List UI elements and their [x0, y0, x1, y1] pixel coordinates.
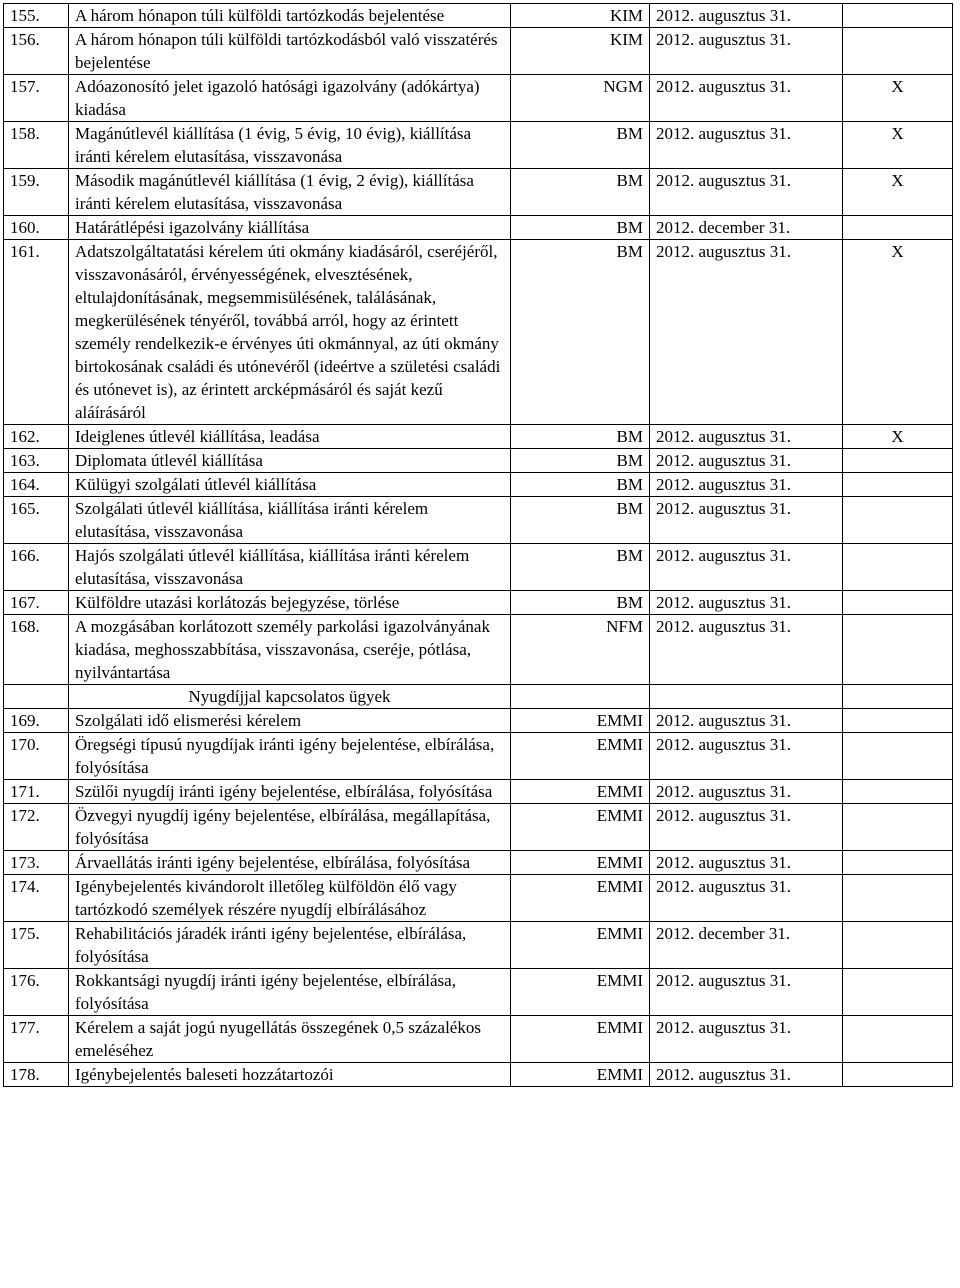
- service-name: Második magánútlevél kiállítása (1 évig, 2 évig), kiállítása iránti kérelem elutasítása, visszavonása: [69, 169, 511, 216]
- deadline-date: 2012. augusztus 31.: [650, 497, 843, 544]
- deadline-date: 2012. augusztus 31.: [650, 851, 843, 875]
- table-row: [4, 780, 953, 804]
- agency-code: NGM: [511, 75, 650, 122]
- agency-code: EMMI: [511, 969, 650, 1016]
- row-number: 170.: [4, 733, 69, 780]
- row-number: 169.: [4, 709, 69, 733]
- agency-code: [511, 685, 650, 709]
- mark-cell: X: [843, 169, 953, 216]
- agency-code: EMMI: [511, 733, 650, 780]
- service-name: Öregségi típusú nyugdíjak iránti igény bejelentése, elbírálása, folyósítása: [69, 733, 511, 780]
- table-row: [4, 544, 953, 591]
- service-name: Szülői nyugdíj iránti igény bejelentése, elbírálása, folyósítása: [69, 780, 511, 804]
- service-name: A három hónapon túli külföldi tartózkodásból való visszatérés bejelentése: [69, 28, 511, 75]
- row-number: 176.: [4, 969, 69, 1016]
- mark-cell: [843, 922, 953, 969]
- table-row: [4, 922, 953, 969]
- table-body: [4, 4, 953, 1087]
- service-name: Özvegyi nyugdíj igény bejelentése, elbírálása, megállapítása, folyósítása: [69, 804, 511, 851]
- row-number: 171.: [4, 780, 69, 804]
- service-name: Diplomata útlevél kiállítása: [69, 449, 511, 473]
- agency-code: EMMI: [511, 875, 650, 922]
- deadline-date: 2012. augusztus 31.: [650, 1063, 843, 1087]
- table-row: [4, 709, 953, 733]
- table-row: [4, 733, 953, 780]
- mark-cell: [843, 1016, 953, 1063]
- table-row: [4, 240, 953, 425]
- row-number: 178.: [4, 1063, 69, 1087]
- deadline-date: 2012. augusztus 31.: [650, 969, 843, 1016]
- mark-cell: [843, 216, 953, 240]
- mark-cell: [843, 969, 953, 1016]
- table-row: [4, 497, 953, 544]
- row-number: 163.: [4, 449, 69, 473]
- table-row: [4, 216, 953, 240]
- service-name: Külügyi szolgálati útlevél kiállítása: [69, 473, 511, 497]
- service-name: Kérelem a saját jogú nyugellátás összegének 0,5 százalékos emeléséhez: [69, 1016, 511, 1063]
- deadline-date: 2012. december 31.: [650, 922, 843, 969]
- agency-code: BM: [511, 425, 650, 449]
- agency-code: EMMI: [511, 804, 650, 851]
- row-number: 156.: [4, 28, 69, 75]
- agency-code: EMMI: [511, 922, 650, 969]
- agency-code: EMMI: [511, 1016, 650, 1063]
- agency-code: BM: [511, 591, 650, 615]
- row-number: 158.: [4, 122, 69, 169]
- table-row: [4, 969, 953, 1016]
- services-table: [3, 3, 953, 1087]
- agency-code: KIM: [511, 28, 650, 75]
- table-row: [4, 449, 953, 473]
- agency-code: BM: [511, 122, 650, 169]
- row-number: 157.: [4, 75, 69, 122]
- mark-cell: [843, 1063, 953, 1087]
- service-name: Rokkantsági nyugdíj iránti igény bejelentése, elbírálása, folyósítása: [69, 969, 511, 1016]
- row-number: 162.: [4, 425, 69, 449]
- deadline-date: 2012. augusztus 31.: [650, 449, 843, 473]
- mark-cell: [843, 804, 953, 851]
- table-row: [4, 425, 953, 449]
- deadline-date: 2012. augusztus 31.: [650, 75, 843, 122]
- table-row: [4, 122, 953, 169]
- deadline-date: 2012. augusztus 31.: [650, 240, 843, 425]
- deadline-date: 2012. augusztus 31.: [650, 473, 843, 497]
- service-name: Árvaellátás iránti igény bejelentése, elbírálása, folyósítása: [69, 851, 511, 875]
- service-name: Szolgálati útlevél kiállítása, kiállítása iránti kérelem elutasítása, visszavonása: [69, 497, 511, 544]
- mark-cell: [843, 875, 953, 922]
- mark-cell: X: [843, 240, 953, 425]
- deadline-date: 2012. augusztus 31.: [650, 780, 843, 804]
- service-name: Határátlépési igazolvány kiállítása: [69, 216, 511, 240]
- deadline-date: 2012. augusztus 31.: [650, 425, 843, 449]
- service-name: Külföldre utazási korlátozás bejegyzése, törlése: [69, 591, 511, 615]
- table-row: [4, 875, 953, 922]
- agency-code: BM: [511, 497, 650, 544]
- row-number: 166.: [4, 544, 69, 591]
- row-number: 172.: [4, 804, 69, 851]
- agency-code: KIM: [511, 4, 650, 28]
- table-row: [4, 75, 953, 122]
- mark-cell: [843, 544, 953, 591]
- table-row: [4, 4, 953, 28]
- agency-code: EMMI: [511, 780, 650, 804]
- mark-cell: [843, 685, 953, 709]
- service-name: Ideiglenes útlevél kiállítása, leadása: [69, 425, 511, 449]
- service-name: A mozgásában korlátozott személy parkolási igazolványának kiadása, meghosszabbítása, visszavonása, cseréje, pótlása, nyilvántartása: [69, 615, 511, 685]
- service-name: Nyugdíjjal kapcsolatos ügyek: [69, 685, 511, 709]
- row-number: 161.: [4, 240, 69, 425]
- row-number: 165.: [4, 497, 69, 544]
- row-number: 159.: [4, 169, 69, 216]
- row-number: 164.: [4, 473, 69, 497]
- mark-cell: [843, 615, 953, 685]
- service-name: Hajós szolgálati útlevél kiállítása, kiállítása iránti kérelem elutasítása, visszavonása: [69, 544, 511, 591]
- mark-cell: X: [843, 425, 953, 449]
- deadline-date: 2012. december 31.: [650, 216, 843, 240]
- service-name: Igénybejelentés kivándorolt illetőleg külföldön élő vagy tartózkodó személyek részére nyugdíj elbírálásához: [69, 875, 511, 922]
- mark-cell: [843, 851, 953, 875]
- deadline-date: 2012. augusztus 31.: [650, 591, 843, 615]
- deadline-date: 2012. augusztus 31.: [650, 875, 843, 922]
- service-name: Szolgálati idő elismerési kérelem: [69, 709, 511, 733]
- row-number: 160.: [4, 216, 69, 240]
- mark-cell: [843, 4, 953, 28]
- mark-cell: X: [843, 75, 953, 122]
- mark-cell: [843, 591, 953, 615]
- deadline-date: 2012. augusztus 31.: [650, 169, 843, 216]
- agency-code: BM: [511, 544, 650, 591]
- table-row: [4, 1016, 953, 1063]
- row-number: 174.: [4, 875, 69, 922]
- table-row: [4, 473, 953, 497]
- agency-code: EMMI: [511, 1063, 650, 1087]
- mark-cell: [843, 449, 953, 473]
- row-number: 177.: [4, 1016, 69, 1063]
- agency-code: EMMI: [511, 851, 650, 875]
- deadline-date: 2012. augusztus 31.: [650, 544, 843, 591]
- service-name: Adatszolgáltatatási kérelem úti okmány kiadásáról, cseréjéről, visszavonásáról, érvényességének, elvesztésének, eltulajdonításának, megsemmisülésének, találásának, megkerülésének tényéről, továbbá arról, hogy az érintett személy rendelkezik-e érvényes úti okmánnyal, az úti okmány birtokosának családi és utónevéről (ideértve a születési családi és utónevet is), az érintett arcképmásáról és saját kezű aláírásáról: [69, 240, 511, 425]
- deadline-date: 2012. augusztus 31.: [650, 733, 843, 780]
- agency-code: EMMI: [511, 709, 650, 733]
- table-row: [4, 28, 953, 75]
- agency-code: BM: [511, 169, 650, 216]
- deadline-date: 2012. augusztus 31.: [650, 4, 843, 28]
- deadline-date: 2012. augusztus 31.: [650, 709, 843, 733]
- table-row: [4, 615, 953, 685]
- deadline-date: 2012. augusztus 31.: [650, 28, 843, 75]
- table-row: [4, 1063, 953, 1087]
- service-name: Igénybejelentés baleseti hozzátartozói: [69, 1063, 511, 1087]
- table-row: [4, 591, 953, 615]
- service-name: Rehabilitációs járadék iránti igény bejelentése, elbírálása, folyósítása: [69, 922, 511, 969]
- mark-cell: [843, 473, 953, 497]
- table-row: [4, 169, 953, 216]
- mark-cell: X: [843, 122, 953, 169]
- agency-code: BM: [511, 449, 650, 473]
- service-name: Adóazonosító jelet igazoló hatósági igazolvány (adókártya) kiadása: [69, 75, 511, 122]
- table-row: [4, 804, 953, 851]
- table-row: [4, 851, 953, 875]
- row-number: 175.: [4, 922, 69, 969]
- mark-cell: [843, 780, 953, 804]
- row-number: 168.: [4, 615, 69, 685]
- row-number: 167.: [4, 591, 69, 615]
- deadline-date: 2012. augusztus 31.: [650, 615, 843, 685]
- mark-cell: [843, 733, 953, 780]
- mark-cell: [843, 709, 953, 733]
- agency-code: NFM: [511, 615, 650, 685]
- deadline-date: 2012. augusztus 31.: [650, 804, 843, 851]
- service-name: A három hónapon túli külföldi tartózkodás bejelentése: [69, 4, 511, 28]
- deadline-date: [650, 685, 843, 709]
- service-name: Magánútlevél kiállítása (1 évig, 5 évig, 10 évig), kiállítása iránti kérelem elutasítása, visszavonása: [69, 122, 511, 169]
- row-number: 173.: [4, 851, 69, 875]
- deadline-date: 2012. augusztus 31.: [650, 122, 843, 169]
- agency-code: BM: [511, 240, 650, 425]
- mark-cell: [843, 497, 953, 544]
- mark-cell: [843, 28, 953, 75]
- row-number: [4, 685, 69, 709]
- agency-code: BM: [511, 216, 650, 240]
- row-number: 155.: [4, 4, 69, 28]
- agency-code: BM: [511, 473, 650, 497]
- deadline-date: 2012. augusztus 31.: [650, 1016, 843, 1063]
- section-header-row: [4, 685, 953, 709]
